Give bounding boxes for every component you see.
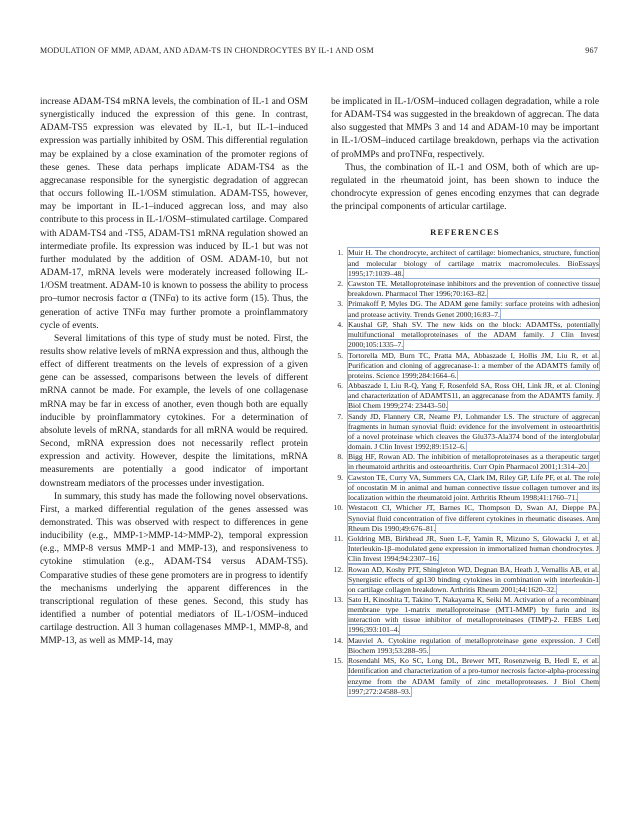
reference-item (331, 412, 599, 452)
reference-link[interactable]: Muir H. The chondrocyte, architect of cartilage: biomechanics, structure, function and molecular biology of cartilage matrix macromolecules. BioEssays 1995;17:1039–48. (348, 248, 599, 278)
reference-item (331, 381, 599, 411)
reference-link[interactable]: Kaushal GP, Shah SV. The new kids on the block: ADAMTSs, potentially multifunctional metalloproteinases of the ADAM family. J Clin Invest 2000;105:1335–7. (348, 319, 599, 350)
reference-list (331, 248, 599, 696)
running-head (40, 46, 598, 55)
references-heading: REFERENCES (430, 227, 500, 238)
reference-number: 3. (337, 299, 343, 309)
reference-number: 6. (337, 381, 343, 391)
reference-link[interactable]: Primakoff P, Myles DG. The ADAM gene family: surface proteins with adhesion and protease activity. Trends Genet 2000;16:83–7. (348, 299, 599, 319)
reference-number: 4. (337, 319, 343, 329)
body-paragraph: be implicated in IL-1/OSM–induced collagen degradation, while a role for ADAM-TS4 was suggested in the breakdown of aggrecan. The data also suggested that MMPs 3 and 14 and ADAM-10 may be important in IL-1/OSM–induced cartilage breakdown, perhaps via the activation of proMMPs and proTNFα, respectively. (331, 97, 599, 160)
page-number: 967 (585, 46, 598, 55)
reference-link[interactable]: Cawston TE. Metalloproteinase inhibitors and the prevention of connective tissue breakdown. Pharmacol Ther 1996;70:163–82. (348, 278, 599, 299)
reference-link[interactable]: Westacott CI, Whicher JT, Barnes IC, Thompson D, Swan AJ, Dieppe PA. Synovial fluid concentration of five different cytokines in rheumatic diseases. Ann Rheum Dis 1990;49:676–81. (348, 503, 599, 533)
reference-item (331, 299, 599, 319)
reference-item (331, 565, 599, 595)
right-column (331, 96, 599, 697)
body-paragraph: Thus, the combination of IL-1 and OSM, both of which are up-regulated in the rheumatoid joint, has been shown to induce the chondrocyte expression of genes encoding enzymes that can degrade the principal components of articular cartilage. (331, 162, 599, 213)
body-paragraph: Several limitations of this type of study must be noted. First, the results show relative levels of mRNA expression and thus, although the effect of different treatments on the levels of expression of a given gene can be assessed, comparisons between the levels of different mRNA cannot be made. For example, the levels of one collagenase mRNA may be far in excess of another, even though both are equally inducible by proinflammatory cytokines. For a determination of absolute levels of mRNA, standards for all mRNA would be required. Second, mRNA expression does not necessarily reflect protein expression and activity. However, despite the limitations, mRNA measurements are potentially a good indicator of important downstream mediators of the processes under investigation. (40, 333, 308, 489)
reference-number: 15. (333, 656, 343, 666)
reference-item (331, 636, 599, 656)
reference-link[interactable]: Rosendahl MS, Ko SC, Long DL, Brewer MT, Rosenzweig B, Hedl E, et al. Identification and characterization of a pro-tumor necrosis factor-alpha-processing enzyme from the ADAM family of zinc metalloproteases. J Biol Chem 1997;272:24588–93. (348, 656, 599, 696)
reference-link[interactable]: Sandy JD, Flannery CR, Neame PJ, Lohmander LS. The structure of aggrecan fragments in human synovial fluid: evidence for the involvement in osteoarthritis of a novel proteinase which cleaves the Glu373-Ala374 bond of the interglobular domain. J Clin Invest 1992;89:1512–6. (348, 411, 599, 451)
reference-link[interactable]: Rowan AD, Koshy PJT, Shingleton WD, Degnan BA, Heath J, Vernallis AB, et al. Synergistic effects of gp130 binding cytokines in combination with interleukin-1 on cartilage collagen breakdown. Arthritis Rheum 2001;44:1620–32. (348, 564, 599, 594)
reference-number: 11. (333, 534, 343, 543)
reference-item (331, 473, 599, 503)
body-paragraph: increase ADAM-TS4 mRNA levels, the combination of IL-1 and OSM synergistically induced the expression of this gene. In contrast, ADAM-TS5 expression was elevated by IL-1, but IL-1–induced expression was partially inhibited by OSM. This differential regulation may be explained by a close examination of the promoter regions of these genes. These data perhaps implicate ADAM-TS4 as the aggrecanase responsible for the synergistic degradation of aggrecan that occurs following IL-1/OSM stimulation. ADAM-TS5, however, may be important in IL-1–induced aggrecan loss, and may also contribute to this process in IL-1/OSM–stimulated cartilage. Compared with ADAM-TS4 and -TS5, ADAM-TS1 mRNA regulation showed an intermediate profile. Its expression was induced by IL-1 but was not further modulated by the addition of OSM. ADAM-10, but not ADAM-17, mRNA levels were moderately increased following IL-1/OSM treatment. ADAM-10 is known to possess the ability to process pro–tumor necrosis factor α (TNFα) to its active form (15). Thus, the generation of active TNFα may further promote a proinflammatory cycle of events. (40, 97, 308, 331)
reference-link[interactable]: Sato H, Kinoshita T, Takino T, Nakayama K, Seiki M. Activation of a recombinant membrane type 1-matrix metalloproteinase (MT1-MMP) by furin and its interaction with tissue inhibitor of metalloproteinases (TIMP)-2. FEBS Lett 1996;393:101–4. (348, 595, 599, 635)
reference-number: 1. (337, 248, 343, 258)
reference-number: 9. (337, 472, 343, 482)
reference-number: 13. (333, 595, 343, 605)
reference-link[interactable]: Cawston TE, Curry VA, Summers CA, Clark IM, Riley GP, Life PF, et al. The role of oncostatin M in animal and human connective tissue collagen turnover and its localization within the rheumatoid joint. Arthritis Rheum 1998;41:1760–71. (348, 472, 599, 503)
reference-link[interactable]: Mauviel A. Cytokine regulation of metalloproteinase gene expression. J Cell Biochem 1993;53:288–95. (348, 635, 599, 655)
reference-item (331, 503, 599, 533)
reference-number: 8. (337, 452, 343, 462)
reference-link[interactable]: Goldring MB, Birkhead JR, Suen L-F, Yamin R, Mizuno S, Glowacki J, et al. Interleukin-1β–modulated gene expression in immortalized human chondrocytes. J Clin Invest 1994;94:2307–16. (348, 534, 599, 564)
reference-number: 2. (337, 278, 343, 288)
reference-number: 12. (333, 564, 343, 574)
reference-number: 7. (337, 411, 343, 421)
reference-item (331, 351, 599, 381)
reference-item (331, 248, 599, 278)
reference-item (331, 534, 599, 564)
left-column (40, 96, 308, 649)
body-paragraph: In summary, this study has made the following novel observations. First, a marked differential regulation of the genes assessed was demonstrated. This was observed with respect to differences in gene inducibility (e.g., MMP-1>MMP-14>MMP-2), temporal expression (e.g., MMP-8 versus MMP-1 and MMP-13), and responsiveness to cytokine stimulation (e.g., ADAM-TS4 versus ADAM-TS5). Comparative studies of these gene promoters are in progress to identify the mechanisms underlying the apparent differences in the transcriptional regulation of these genes. Second, this study has identified a number of potential mediators of IL-1/OSM–induced cartilage destruction. All 3 human collagenases MMP-1, MMP-8, and MMP-13, as well as MMP-14, may (40, 491, 308, 647)
reference-item (331, 320, 599, 350)
reference-number: 5. (337, 350, 343, 360)
reference-item (331, 595, 599, 635)
reference-link[interactable]: Tortorella MD, Burn TC, Pratta MA, Abbaszade I, Hollis JM, Liu R, et al. Purification and cloning of aggrecanase-1: a member of the ADAMTS family of proteins. Science 1999;284:1664–6. (348, 350, 599, 380)
reference-number: 14. (333, 635, 343, 645)
reference-link[interactable]: Abbaszade I, Liu R-Q, Yang F, Rosenfeld SA, Ross OH, Link JR, et al. Cloning and characterization of ADAMTS11, an aggrecanase from the ADAMTS family. J Biol Chem 1999;274: 23443–50. (348, 381, 599, 411)
running-head-title: MODULATION OF MMP, ADAM, AND ADAM-TS IN CHONDROCYTES BY IL-1 AND OSM (40, 46, 374, 55)
reference-number: 10. (333, 503, 343, 513)
reference-item (331, 452, 599, 472)
reference-link[interactable]: Bigg HF, Rowan AD. The inhibition of metalloproteinases as a therapeutic target in rheumatoid arthritis and osteoarthritis. Curr Opin Pharmacol 2001;1:314–20. (348, 452, 599, 472)
reference-item (331, 656, 599, 696)
reference-item (331, 279, 599, 299)
